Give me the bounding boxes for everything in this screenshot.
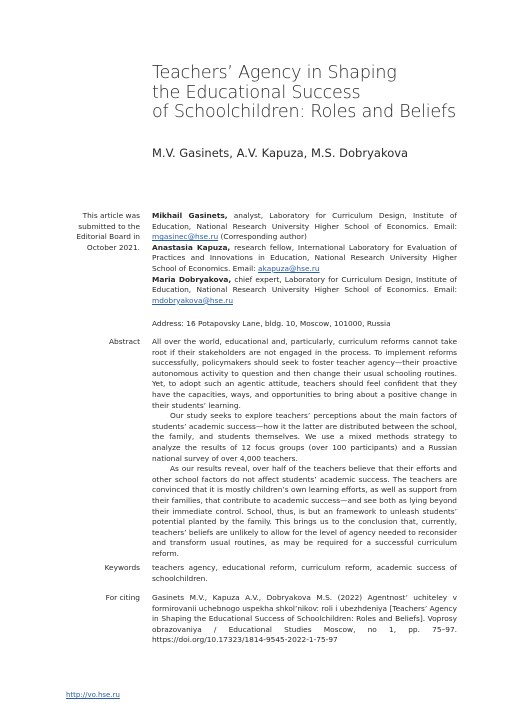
address: Address: 16 Potapovsky Lane, bldg. 10, Moscow, 101000, Russia <box>152 319 391 329</box>
author-name: Anastasia Kapuza, <box>152 242 231 252</box>
author-desc: analyst, Laboratory for Curriculum Design, Institute of Education, National Research University Higher School of Economics. Email: <box>152 211 457 231</box>
abstract-paragraph: Our study seeks to explore teachers’ perceptions about the main factors of students’ academic success—how it the latter are distributed between the school, the family, and students themselves. We use a mixed methods strategy to analyze the results of 12 focus groups (over 100 participants) and a Russian national survey of over 4,000 teachers. <box>152 411 457 463</box>
abstract-paragraph: As our results reveal, over half of the teachers believe that their efforts and other school factors do not affect students’ academic success. The teachers are convinced that it is mostly children’s own learning efforts, as well as support from their families, that contribute to academic success—and see both as lying beyond their immediate control. School, thus, is but an framework to unleash students’ potential planted by the family. This brings us to the conclusion that, currently, teachers’ beliefs are unlikely to allow for the level of agency needed to reconsider and transform usual routines, as may be required for a successful curriculum reform. <box>152 464 457 558</box>
keywords-text: teachers agency, educational reform, curriculum reform, academic success of schoolchildren. <box>152 563 457 583</box>
author-email-link[interactable]: akapuza@hse.ru <box>258 263 320 273</box>
title-line-2: the Educational Success <box>152 82 361 103</box>
submitted-note: This article was submitted to the Editorial Board in October 2021. <box>76 211 140 252</box>
author-name: Maria Dobryakova, <box>152 274 232 284</box>
author-entry <box>152 243 457 275</box>
author-names: M.V. Gasinets, A.V. Kapuza, M.S. Dobryakova <box>152 146 409 160</box>
keywords-label: Keywords <box>104 563 140 572</box>
author-after: (Corresponding author) <box>218 232 307 242</box>
author-email-link[interactable]: mdobryakova@hse.ru <box>152 295 234 305</box>
author-entry <box>152 211 457 243</box>
author-email-link[interactable]: mgasinec@hse.ru <box>152 232 219 242</box>
abstract-text <box>152 337 457 559</box>
citing-label: For citing <box>105 593 140 602</box>
author-name: Mikhail Gasinets, <box>152 211 228 220</box>
author-desc: research fellow, International Laboratory for Evaluation of Practices and Innovations in Education, National Research University Higher School of Economics. Email: <box>152 242 457 273</box>
abstract-paragraph: All over the world, educational and, particularly, curriculum reforms cannot take root if their stakeholders are not engaged in the process. To implement reforms successfully, policymakers should seek to foster teacher agency—their proactive autonomous activity to question and then change their usual schooling routines. Yet, to adopt such an agentic attitude, teachers should feel confident that they have the capacities, ways, and opportunities to bring about a positive change in their students’ learning. <box>152 337 457 410</box>
title-line-3: of Schoolchildren: Roles and Beliefs <box>152 102 456 122</box>
author-info <box>152 211 457 330</box>
abstract-label: Abstract <box>108 337 140 346</box>
author-entry <box>152 275 457 307</box>
article-title <box>152 64 482 123</box>
title-line-1: Teachers’ Agency in Shaping <box>152 63 397 83</box>
footer-link[interactable]: http://vo.hse.ru <box>66 691 120 699</box>
citing-text: Gasinets M.V., Kapuza A.V., Dobryakova M.S. (2022) Agentnost’ uchiteley v formirovanii uchebnogo uspekha shkol’nikov: roli i ubezhdeniya [Teachers’ Agency in Shaping the Educational Success of Schoolchildren: Roles and Beliefs]. Voprosy obrazovaniya / Educational Studies Moscow, no 1, pp. 75–97. https://doi.org/10.17323/1814-9545-2022-1-75-97 <box>152 593 457 645</box>
author-desc: chief expert, Laboratory for Curriculum Design, Institute of Education, National Research University Higher School of Economics. Email: <box>152 274 457 295</box>
